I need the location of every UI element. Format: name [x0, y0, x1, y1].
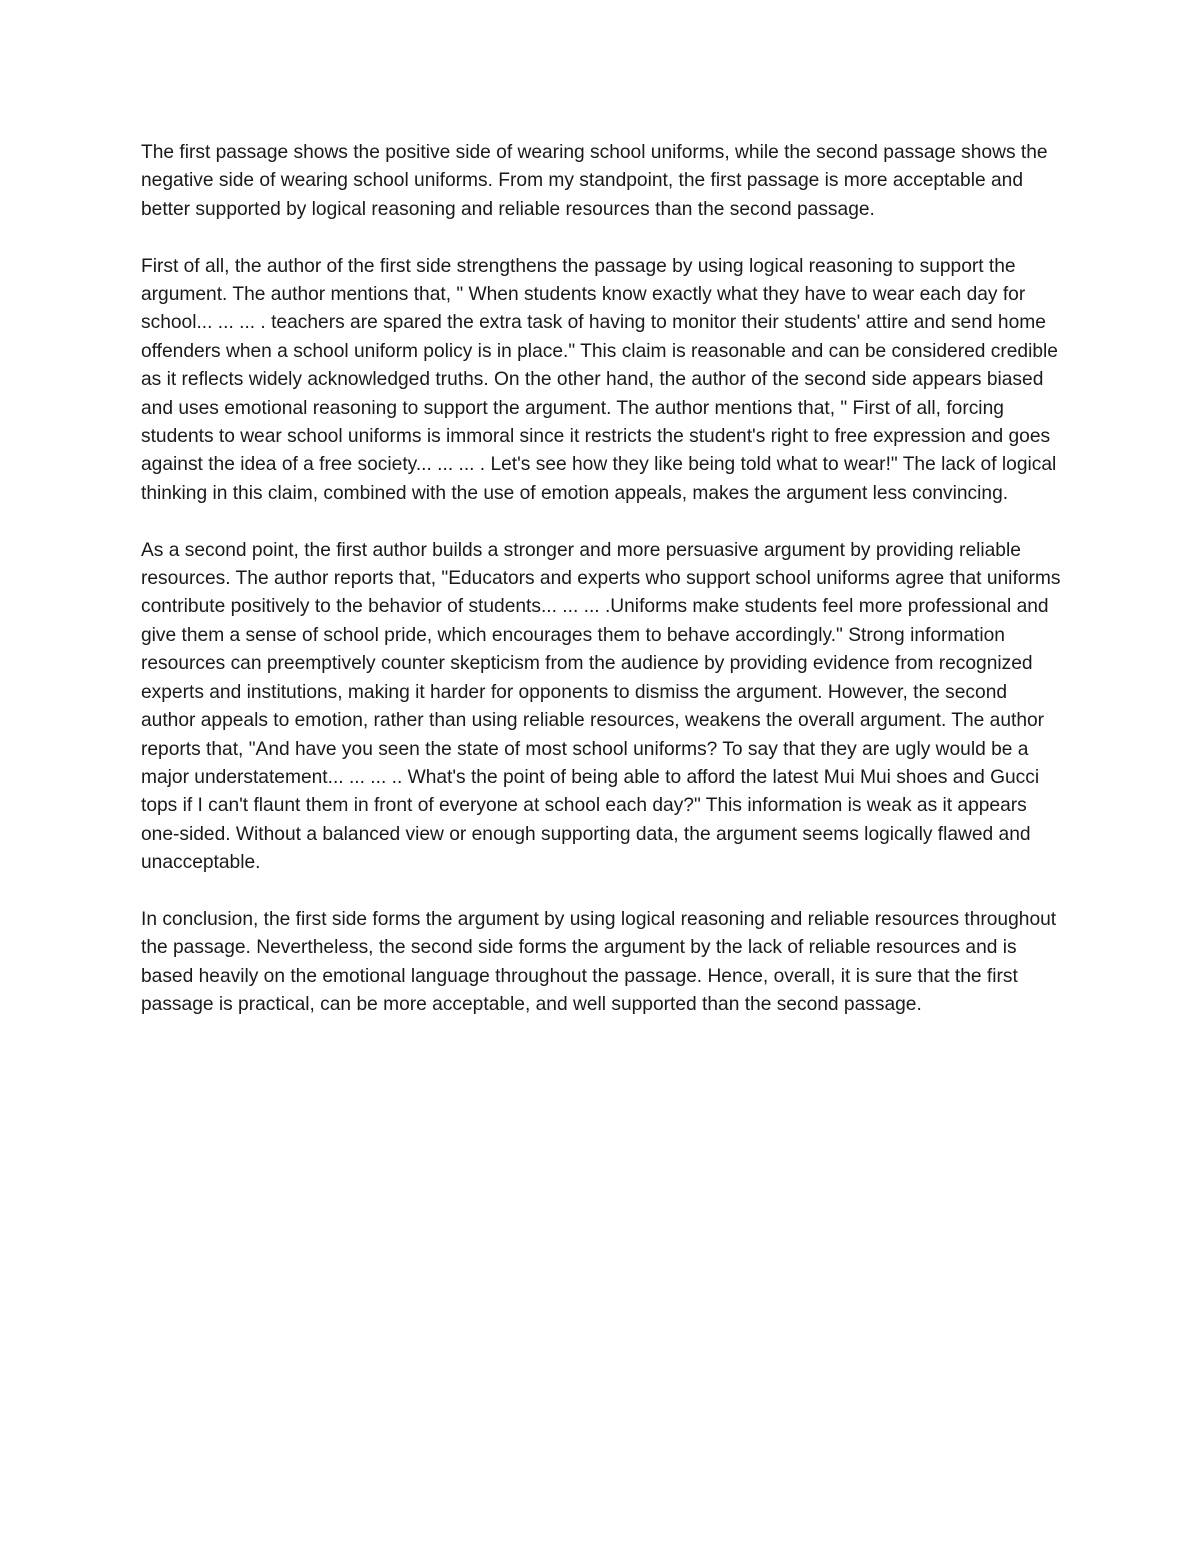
paragraph-conclusion: In conclusion, the first side forms the argument by using logical reasoning and reliable resources throughout the passage. Nevertheless, the second side forms the argument by the lack of reliable resources and is based heavily on the emotional language throughout the passage. Hence, overall, it is sure that the first passage is practical, can be more acceptable, and well supported than the second passage.: [141, 908, 1057, 1016]
paragraph-first-point: First of all, the author of the first side strengthens the passage by using logical reasoning to support the argument. The author mentions that, " When students know exactly what they have to wear each day for school... ... ... . teachers are spared the extra task of having to monitor their students' attire and send home offenders when a school uniform policy is in place." This claim is reasonable and can be considered credible as it reflects widely acknowledged truths. On the other hand, the author of the second side appears biased and uses emotional reasoning to support the argument. The author mentions that, " First of all, forcing students to wear school uniforms is immoral since it restricts the student's right to free expression and goes against the idea of a free society... ... ... . Let's see how they like being told what to wear!" The lack of logical thinking in this claim, combined with the use of emotion appeals, makes the argument less convincing.: [141, 255, 1058, 504]
paragraph-introduction: The first passage shows the positive side of wearing school uniforms, while the second passage shows the negative side of wearing school uniforms. From my standpoint, the first passage is more acceptable and better supported by logical reasoning and reliable resources than the second passage.: [141, 142, 1048, 220]
essay-body: [141, 139, 1066, 1048]
paragraph-second-point: As a second point, the first author builds a stronger and more persuasive argument by providing reliable resources. The author reports that, "Educators and experts who support school uniforms agree that uniforms contribute positively to the behavior of students... ... ... .Uniforms make students feel more professional and give them a sense of school pride, which encourages them to behave accordingly." Strong information resources can preemptively counter skepticism from the audience by providing evidence from recognized experts and institutions, making it harder for opponents to dismiss the argument. However, the second author appeals to emotion, rather than using reliable resources, weakens the overall argument. The author reports that, "And have you seen the state of most school uniforms? To say that they are ugly would be a major understatement... ... ... .. What's the point of being able to afford the latest Mui Mui shoes and Gucci tops if I can't flaunt them in front of everyone at school each day?" This information is weak as it appears one-sided. Without a balanced view or enough supporting data, the argument seems logically flawed and unacceptable.: [141, 539, 1061, 874]
